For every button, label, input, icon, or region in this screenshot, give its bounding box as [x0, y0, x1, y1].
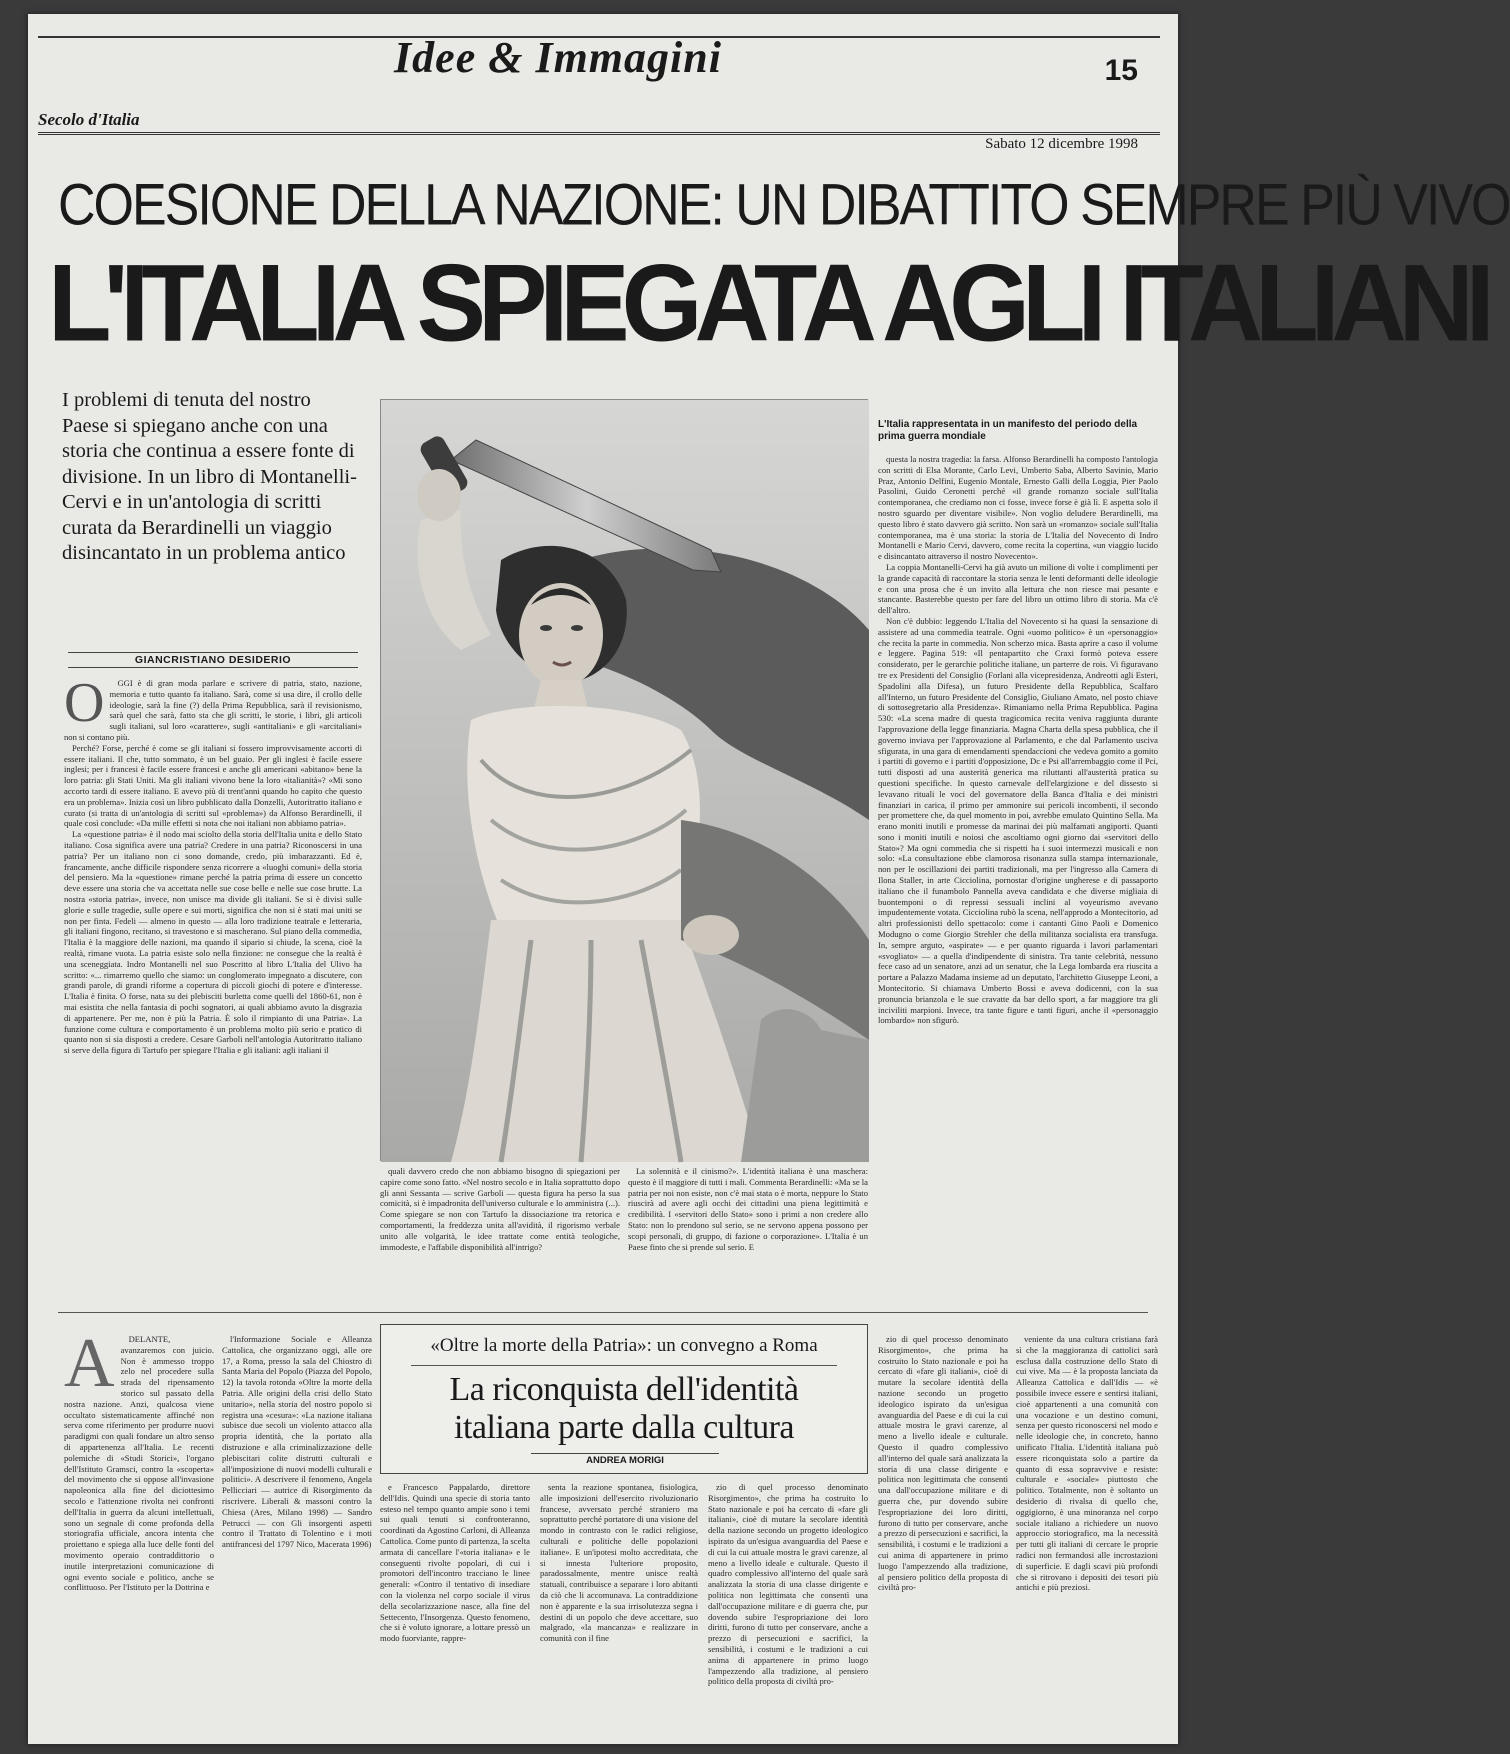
sidebar-title-line-2: italiana parte dalla cultura [454, 1409, 794, 1446]
sidebar-column-f [1016, 1334, 1158, 1734]
article-column-2 [380, 1166, 620, 1306]
sidebar-column-e [878, 1334, 1008, 1734]
sidebar-column-d [540, 1482, 698, 1734]
drop-cap: O [64, 672, 105, 734]
photo-caption: L'Italia rappresentata in un manifesto del periodo della prima guerra mondiale [878, 419, 1138, 442]
paragraph: La coppia Montanelli-Cervi ha già avuto un milione di volte i complimenti per la grande capacità di raccontare la storia senza le lenti deformanti delle ideologie e con una prosa che è un invito alla lettura che non riesce mai pesante e stancante. Basterebbe questo per fare del libro un ottimo libro di storia. Ma c'è dell'altro. [878, 561, 1158, 616]
paragraph: GGI è di gran moda parlare e scrivere di patria, stato, nazione, memoria e tutto quanto fa italiano. Sarà, come si usa dire, il crollo delle ideologie, sarà la fine (?) della Prima Repubblica, sarà il revisionismo, sarà quel che sarà, fatto sta che gli scritti, le storie, i libri, gli articoli sugli italiani, sul loro «carattere», sugli «antitaliani» e gli «arcitaliani» non si contano più. [64, 678, 362, 742]
paragraph: Non c'è dubbio: leggendo L'Italia del Novecento si ha quasi la sensazione di assistere ad una commedia teatrale. Ogni «uomo politico» è un «personaggio» che recita la parte in commedia. Non scherzo mica. Basta aprire a caso il volume e leggere. Pagina 519: «Il pentapartito che Craxi formò poteva essere considerato, per le gerarchie politiche italiane, un parterre de rois. Vi figuravano tre ex Presidenti del Consiglio (Forlani alla vicepresidenza, Andreotti agli Esteri, Spadolini alla Difesa), un futuro Presidente della Repubblica, Scalfaro all'Interno, un futuro Presidente del Consiglio, Giuliano Amato, nel posto chiave di sottosegretario alla Presidenza». Rimaniamo nella Prima Repubblica. Pagina 530: «La scena madre di questa tragicomica recita veniva raggiunta durante l'approvazione della legge finanziaria. Magna Charta della spesa pubblica, che il governo inviava per l'approvazione al Parlamento, e che dal Parlamento usciva sfigurata, in una gara di emendamenti spendaccioni che vedeva gomito a gomito i partiti di governo e i partiti d'opposizione, Dc e Psi all'arrembaggio come il Pci, tutti disposti ad una austerità generica ma riluttanti all'austerità pratica su questioni specifiche. In questo carnevale dell'elargizione e del dissesto si levavano rituali le voci del governatore della Banca d'Italia e dei ministri finanziari in carica, il primo per ammonire sui pericoli incombenti, il secondo per promettere che, da quel momento in poi, avrebbe emulato Quintino Sella. Ma erano moniti inutili e promesse da marinai dei più malfamati angiporti. Quanti sono i moniti inutili e noiosi che ascoltiamo ogni giorno dai «servitori dello Stato»? Ma ogni commedia che si rispetti ha i suoi intermezzi musicali e non solo: «La consultazione ebbe clamorosa risonanza sulla stampa internazionale, non per le oscillazioni dei partiti tradizionali, ma per l'ingresso alla Camera di Ilona Staller, in arte Cicciolina, pornostar d'origine ungherese e di passaporto italiano che il funambolo Pannella aveva candidata e che diverse migliaia di buontemponi o di repressi sessuali inclini al voyeurismo avevano impudentemente votata. Cicciolina rubò la scena, nell'approdo a Montecitorio, ad altri professionisti dello spettacolo: come i cantanti Gino Paoli e Domenico Modugno o come Giorgio Strehler che della militanza socialista era transfuga. In, sempre arguto, «aspirate» — e per quanto riguarda i lavori parlamentari «svogliato» — a quella d'indipendente di sinistra. Tra tante celebrità, nessuno fece caso ad un senatore, anzi ad un senatur, che la Lega lombarda era riuscita a portare a Palazzo Madama insieme ad un deputato, l'architetto Giuseppe Leoni, a Montecitorio. Si chiamava Umberto Bossi e aveva dodicenni, con la sua pronuncia brianzola e le sue cravatte da bar dello sport, a far maggiore tra gli inciviliti marpioni. Invece, tra tante figure e tanti figuri, anche il «personaggio lombardo» non sfigurò. [878, 615, 1158, 1026]
sidebar-byline: ANDREA MORIGI [531, 1453, 719, 1466]
sidebar-column-a [64, 1325, 214, 1734]
newspaper-name: Secolo d'Italia [38, 110, 140, 129]
paragraph: zio di quel processo denominato Risorgimento», che prima ha costruito lo Stato nazionale e poi ha cercato di «fare gli italiani», cioè di mutare la secolare identità della nazione secondo un progetto ideologico ispirato da un'esigua avanguardia del Paese e di cui la cui attuale mostra le gravi carenze, al meno a livello ideale e culturale. Questo il quadro complessivo all'interno del quale sarà analizzata la storia di una classe dirigente e politica non legittimata che consentì una dall'occupazione militare e di guerra che, pur dovendo subire l'espropriazione dei loro diritti, furono di tutto per conservare, anche a prezzo di persecuzioni e sacrifici, la sensibilità, i costumi e le tradizioni a cui anima di appartenere in primo luogo l'ampezzendo alla tradizione, al pensiero politico della proposta di civiltà pro- [708, 1482, 868, 1687]
sidebar-column-b [222, 1334, 372, 1734]
article-kicker: COESIONE DELLA NAZIONE: UN DIBATTITO SEMPRE PIÙ VIVO [58, 173, 1510, 239]
sidebar-title-line-1: La riconquista dell'identità [449, 1371, 799, 1408]
paragraph: La «questione patria» è il nodo mai sciolto della storia dell'Italia unita e dello Stato italiano. Cosa significa avere una patria? Credere in una patria? Riconoscersi in una patria? Per un italiano non ci sono domande, credo, più imbarazzanti. Ed è, francamente, anche difficile rispondere senza ricorrere a «luoghi comuni» della storia del pensiero. Ma la «questione» rimane perché la patria prima di essere un concetto deve essere una storia che va accettata nelle sue cose belle e nelle sue cose brutte. La nostra «storia patria», invece, non unisce ma divide gli italiani. Se si è divisi sulle glorie e sulle tragedie, sulle opere e sui morti, significa che non si è stati mai uniti se non per finta. Fedeli — almeno in questo — alla loro tradizione teatrale e letteraria, gli italiani fingono, recitano, si travestono e si mascherano. Sul piano della commedia, l'Italia è la maggiore delle nazioni, ma quando il sipario si chiude, la scena, cioè la realtà, rimane vuota. La patria esiste solo nella finzione: ne consegue che la realtà è una sceneggiata. Indro Montanelli nel suo Poscritto al libro L'Italia del Ulivo ha scritto: «... rimarremo quello che siamo: un conglomerato impegnato a discutere, con grandi parole, di grandi riforme a copertura di piccoli giochi di potere e d'interesse. L'Italia è finita. O forse, nata su dei plebisciti burletta come quelli del 1860-61, non è mai esistita che nella fantasia di pochi sognatori, ai quali abbiamo avuto la disgrazia di appartenere. Per me, non è più la Patria. È solo il rimpianto di una Patria». La funzione come cultura e comportamento è un problema molto più serio e pratico di quanto non si sia disposti a credere. Cesare Garboli nell'antologia Autoritratto italiano si serve della figura di Tartufo per spiegare l'Italia e gli italiani: agli italiani il [64, 829, 362, 1056]
issue-date: Sabato 12 dicembre 1998 [985, 136, 1138, 152]
poster-illustration [380, 399, 868, 1161]
section-title: Idee & Immagini [394, 33, 722, 82]
sidebar-title [381, 1371, 867, 1447]
article-deck: I problemi di tenuta del nostro Paese si spiegano anche con una storia che continua a essere fonte di divisione. In un libro di Montanelli-Cervi e in un'antologia di scritti curata da Berardinelli un viaggio disincantato in un problema antico [62, 389, 357, 564]
paragraph: questa la nostra tragedia: la farsa. Alfonso Berardinelli ha composto l'antologia con scritti di Elsa Morante, Carlo Levi, Umberto Saba, Alberto Savinio, Mario Praz, Antonio Delfini, Eugenio Montale, Ernesto Galli della Loggia, Pier Paolo Pasolini, Guido Ceronetti perché «il grande romanzo sociale sull'Italia contemporanea, che crediamo non ci fosse, invece forse è già lì. E aspetta solo il nostro sguardo per diventare visibile». Non voglio deludere Berardinelli, ma questo libro è stato davvero già scritto. Non sarà un «romanzo» sociale sull'Italia contemporanea, ma è una storia: la storia de L'Italia del Novecento di Indro Montanelli e Mario Cervi, davvero, come recita la copertina, «un viaggio lucido e disincantato attraverso il nostro Novecento». [878, 454, 1158, 562]
newspaper-page [28, 14, 1510, 1744]
sidebar-kicker: «Oltre la morte della Patria»: un convegno a Roma [430, 1335, 818, 1356]
article-headline: L'ITALIA SPIEGATA AGLI ITALIANI [48, 243, 1487, 365]
section-divider [58, 1312, 1148, 1313]
sidebar-headline-box [380, 1324, 868, 1474]
masthead-bottom-rule [38, 132, 1160, 135]
paragraph: e Francesco Pappalardo, direttore dell'Idis. Quindi una specie di storia tanto esteso nel tempo quanto ampie sono i temi sui quali tenuti si confronteranno, coordinati da Agostino Carloni, di Alleanza Cattolica. Come punto di partenza, la scelta armata di cancellare l'«toria italiana» e le conseguenti rivolte popolari, di cui i promotori dell'incontro tracciano le linee generali: «Contro il tentativo di insediare con la violenza nel corpo sociale il virus della secolarizzazione nasce, alla fine del Settecento, l'Insorgenza. Questo fenomeno, che si è voluto ignorare, a lottare pressò un modo fuorviante, rappre- [380, 1482, 530, 1644]
article-column-4 [878, 454, 1158, 1306]
page-number: 15 [1104, 54, 1138, 87]
paragraph: zio di quel processo denominato Risorgimento», che prima ha costruito lo Stato nazionale e poi ha cercato di «fare gli italiani», cioè di mutare la secolare identità della nazione secondo un progetto ideologico ispirato da un'esigua avanguardia del Paese e di cui la cui attuale mostra le gravi carenze, al meno a livello ideale e culturale. Questo il quadro complessivo all'interno del quale sarà analizzata la storia di una classe dirigente e politica non legittimata che consentì una dall'occupazione militare e di guerra che, pur dovendo subire l'espropriazione dei loro diritti, furono di tutto per conservare, anche a prezzo di persecuzioni e sacrifici, la sensibilità, i costumi e le tradizioni a cui anima di appartenere in primo luogo l'ampezzendo alla tradizione, al pensiero politico della proposta di civiltà pro- [878, 1334, 1008, 1593]
italia-poster-icon [381, 400, 869, 1162]
article-column-3 [628, 1166, 868, 1306]
paragraph: DELANTE, avanzaremos con juicio. Non è ammesso troppo zelo nel procedere sulla strada del ripensamento storico sul passato della nostra nazione. Anzi, qualcosa viene occultato sistematicamente affinché non serva come riferimento per produrre nuovi paradigmi con quali fondare un altro senso di appartenenza all'Italia. Le recenti polemiche di «Studi Storici», l'organo dell'Istituto Gramsci, contro la «scoperta» del movimento che si oppose all'invasione napoleonica alla fine del diciottesimo secolo e l'attenzione rivolta nei confronti dell'Italia in guerra da alcuni intellettuali, sono un segnale di come profonda della storiografia ufficiale, ancora intenta che proiettano e spiega alla luce delle fonti del movimento operaio contraddittorio o inutile interpretazioni comunicazione di ogni evento sociale e politico, anche se conflittuoso. Per l'Istituto per la Dottrina e [64, 1334, 214, 1593]
paragraph: senta la reazione spontanea, fisiologica, alle imposizioni dell'esercito rivoluzionario francese, avversato perché straniero ma soprattutto perché portatore di una visione del mondo in contrasto con le radici religiose, culturali e politiche delle popolazioni italiane». E un'ipotesi molto accreditata, che si innesta l'ulteriore proposito, paradossalmente, mentre unisce realtà statuali, contribuisce a separare i loro abitanti da ciò che li accomunava. La contraddizione non è apparente e la sua irrisolutezza segna i destini di un popolo che deve accettare, suo malgrado, «la mancanza» e realizzare in comunità con il fine [540, 1482, 698, 1644]
sidebar-kicker-rule [411, 1365, 837, 1366]
paragraph: veniente da una cultura cristiana farà sì che la maggioranza di cattolici sarà esclusa dalla costruzione dello Stato di cui vive. Ma — è la proposta lanciata da Alleanza Cattolica e dall'Idis — «è possibile invece essere e sentirsi italiani, cioè appartenenti a una comunità con una vocazione e un destino comuni, senza per questo riconoscersi nel modo e nelle ideologie che, in concreto, hanno unificato l'Italia. L'identità italiana può essere riconquistata solo a partire da quanto di essa sopravvive e resiste: culturale e «sociale» piuttosto che politico. Totalmente, non è soltanto un desiderio di rivalsa di quello che, oggigiorno, è una minoranza nel corpo sociale italiano a richiedere un nuovo approccio storiografico, ma la necessità per tutti gli italiani di cercare le proprie radici non fermandosi alle incrostazioni di superficie. E dagli scavi più profondi che si ritrovano i depositi dei tesori più antichi e più preziosi. [1016, 1334, 1158, 1593]
paragraph: l'Informazione Sociale e Alleanza Cattolica, che organizzano oggi, alle ore 17, a Roma, presso la sala del Chiostro di Santa Maria del Popolo (Piazza del Popolo, 12) la tavola rotonda «Oltre la morte della Patria. Alle origini della crisi dello Stato unitario», nella storia del nostro popolo si registra una «cesura»: «La nazione italiana subisce due secoli un violento attacco alla propria identità, che la portato alla distruzione e alla criminalizzazione delle plebiscitari colite distrutti culturali e all'imposizione di nuovi modelli culturali e politici». A descrivere il fenomeno, Angela Pellicciari — autrice di Risorgimento da riscrivere. Liberali & massoni contro la Chiesa (Ares, Milano 1998) — Sandro Petrucci — con Gli insorgenti aspetti contro il Trattato di Tolentino e i moti antifrancesi del 1797 Nico, Macerata 1996) [222, 1334, 372, 1550]
article-byline: GIANCRISTIANO DESIDERIO [68, 652, 358, 668]
sidebar-column-e-lower [708, 1482, 868, 1734]
paragraph: quali davvero credo che non abbiamo bisogno di spiegazioni per capire come sono fatto. «Nel nostro secolo e in Italia soprattutto dopo gli anni Sessanta — scrive Garboli — questa figura ha perso la sua comicità, si è impadronita dell'universo culturale e lo amministra (...). Come spiegare se non con Tartufo la dissociazione tra retorica e comportamenti, la freddezza unita all'avidità, il rigorismo verbale unito alle volgarità, le idee trattate come entità teologiche, immodeste, e l'affabile disponibilità all'intrigo? [380, 1166, 620, 1252]
drop-cap: A [64, 1325, 115, 1402]
paragraph: Perché? Forse, perché è come se gli italiani si fossero improvvisamente accorti di essere italiani. Il che, tutto sommato, è un bel guaio. Per gli inglesi è facile essere inglesi; per i francesi è facile essere francesi e anche gli americani «abitano» bene la loro patria: gli Stati Uniti. Ma gli italiani vivono bene la loro «italianità»? «Mi sono accorto tardi di essere italiano. E avevo più di trent'anni quando ho capito che questo era un problema». Inizia così un libro pubblicato dalla Donzelli, Autoritratto italiano e curato (si tratta di un'antologia di scritti sul «problema») da Alfonso Berardinelli, il quale così conclude: «Da mille effetti si nota che noi italiani non abbiamo patria». [64, 742, 362, 829]
article-column-1 [64, 672, 362, 1303]
paragraph: La solennità e il cinismo?». L'identità italiana è una maschera: questo è il maggiore di tutti i mali. Commenta Berardinelli: «Ma se la patria per noi non esiste, non c'è mai stata o è morta, neppure lo Stato riuscirà ad avere agli occhi dei cittadini una piena legittimità e credibilità. I «servitori dello Stato» sono i primi a non credere allo Stato: non lo prendono sul serio, se ne servono appena possono per scopi personali, di gruppo, di fazione o corporazione». L'Italia è un Paese finto che si prende sul serio. E [628, 1166, 868, 1252]
sidebar-column-c [380, 1482, 530, 1734]
